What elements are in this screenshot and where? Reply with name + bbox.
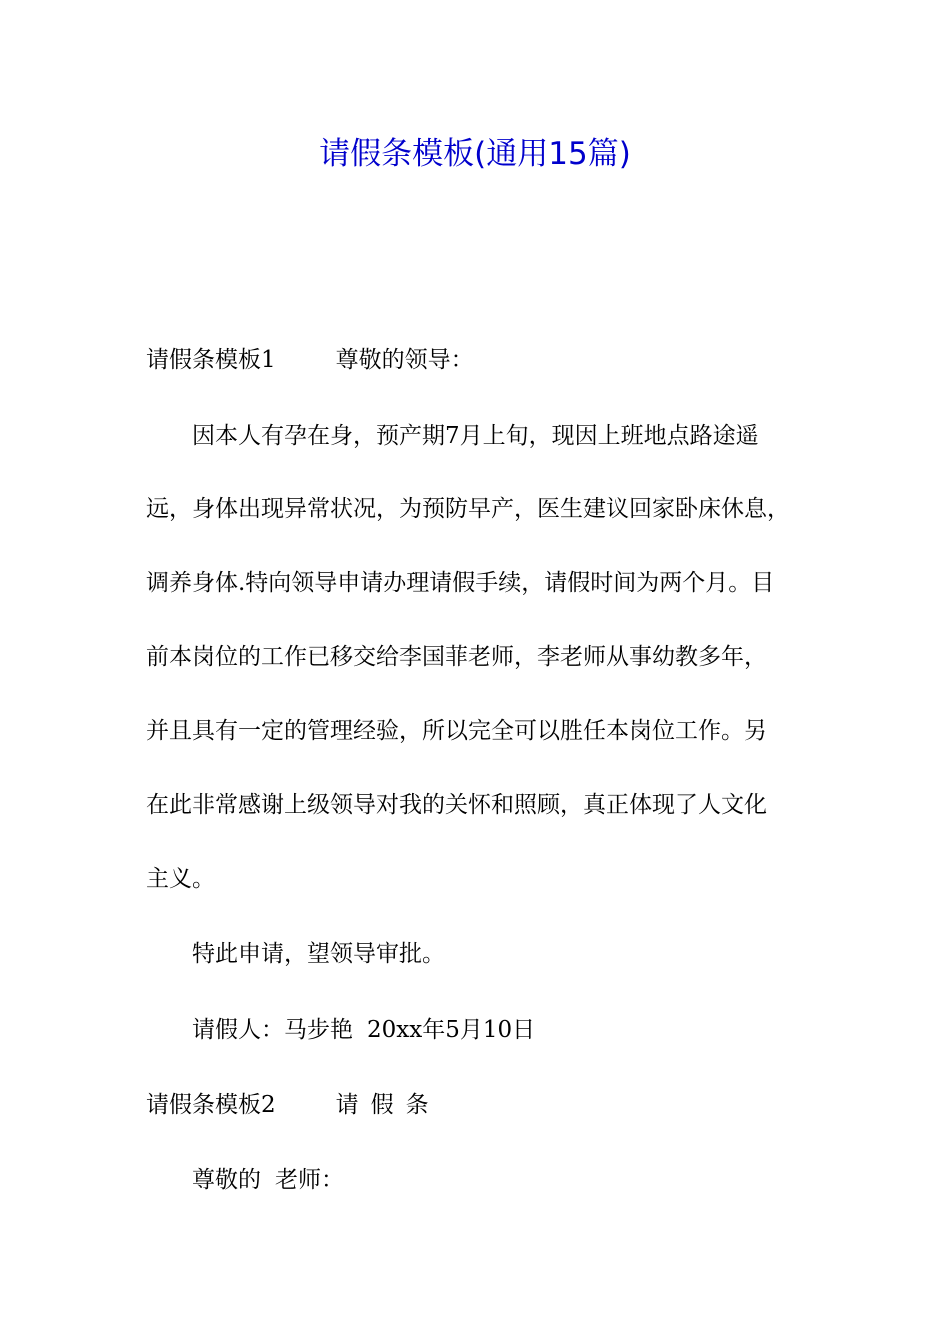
body-line: 在此非常感谢上级领导对我的关怀和照顾，真正体现了人文化 (146, 792, 767, 818)
body-line: 主义。 (146, 866, 215, 892)
document-title: 请假条模板(通用15篇) (319, 136, 631, 172)
template1-heading: 请假条模板1 (146, 347, 276, 373)
template1-salutation: 尊敬的领导： (335, 347, 474, 373)
body-line: 并且具有一定的管理经验，所以完全可以胜任本岗位工作。另 (146, 718, 767, 744)
template1-heading-line (146, 342, 474, 378)
template2-heading-line (146, 1087, 441, 1123)
body-line: 前本岗位的工作已移交给李国菲老师，李老师从事幼教多年， (146, 644, 767, 670)
template2-salutation-part1: 尊敬的 (192, 1167, 261, 1193)
body-line: 因本人有孕在身，预产期7月上旬，现因上班地点路途遥 (192, 423, 759, 449)
template1-signature-line (192, 1012, 535, 1048)
template2-heading: 请假条模板2 (146, 1092, 276, 1118)
template1-closing: 特此申请，望领导审批。 (192, 941, 445, 967)
signature-label: 请假人：马步艳 (192, 1017, 353, 1043)
body-line: 远，身体出现异常状况，为预防早产，医生建议回家卧床休息， (146, 496, 790, 522)
signature-date: 20xx年5月10日 (367, 1017, 536, 1043)
template2-salutation-part2: 老师： (275, 1167, 344, 1193)
body-line: 调养身体.特向领导申请办理请假手续，请假时间为两个月。目 (146, 570, 775, 596)
template2-salutation-line (192, 1162, 344, 1198)
template2-subtitle: 请假条 (335, 1092, 441, 1118)
